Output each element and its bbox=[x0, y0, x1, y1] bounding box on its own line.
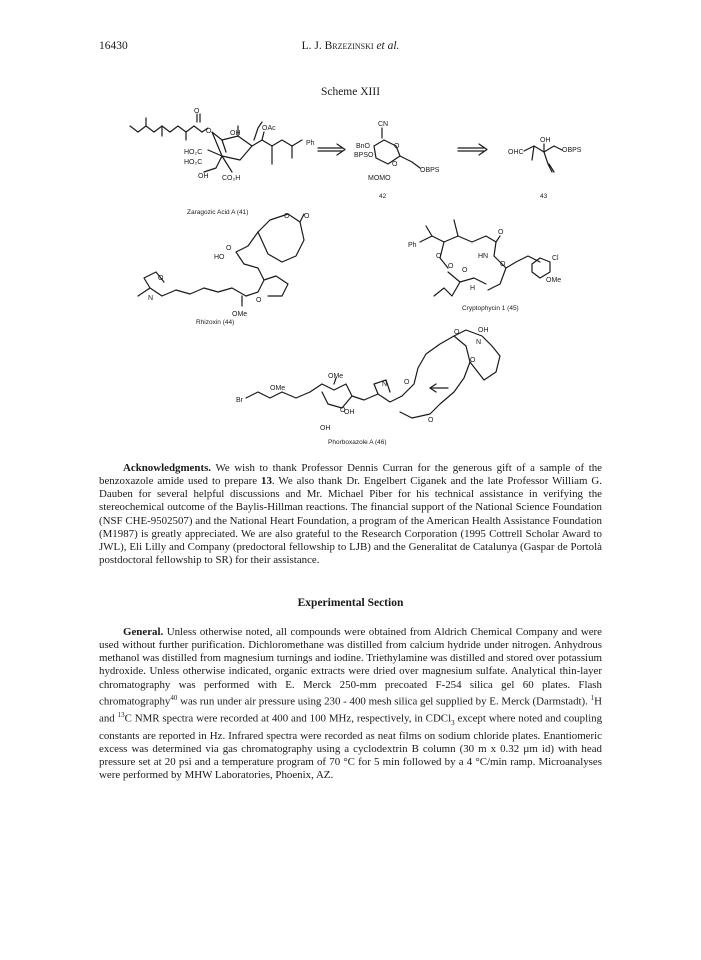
acknowledgments-text-1: We wish to thank Professor Dennis Curran for the generous gift of a sample of the benzoxazole amide used to prepare bbox=[99, 462, 602, 488]
atom-ho: HO bbox=[214, 254, 225, 261]
atom-n: N bbox=[476, 339, 482, 346]
atom-o: O bbox=[340, 407, 346, 414]
reaction-arrow bbox=[318, 144, 345, 155]
acknowledgments-text-2: . We also thank Dr. Engelbert Ciganek and the late Professor William G. Dauben for several helpful discussions and Mr. Michael Piber for his technical assistance in verifying the stereochemical outcome of the Baylis-Hillman reactions. The financial support of the National Science Foundation (NSF CHE-9502507) and the National Heart Foundation, a program of the American Health Assistance Foundation (M1987) is greatly appreciated. We are also grateful to the Research Corporation (1995 Cottrell Scholar Award to JWL), Eli Lilly and Company (predoctoral fellowship to LJB) and the Generalitat de Catalunya (Gaspar de Portolà postdoctoral fellowship to SR) for their assistance. bbox=[99, 475, 602, 567]
running-title-suffix: et al. bbox=[376, 40, 400, 52]
label-phorboxazole: Phorboxazole A (46) bbox=[328, 439, 387, 445]
atom-oh: OH bbox=[198, 173, 209, 180]
atom-o: O bbox=[158, 275, 164, 282]
atom-oh: OH bbox=[478, 327, 489, 334]
atom-oh: OH bbox=[320, 425, 331, 432]
atom-n: N bbox=[382, 381, 388, 388]
structure-zaragozic-acid bbox=[130, 108, 315, 216]
structure-phorboxazole bbox=[236, 327, 500, 445]
atom-br: Br bbox=[236, 397, 243, 404]
label-43: 43 bbox=[540, 193, 548, 200]
experimental-text-1: Unless otherwise noted, all compounds were obtained from Aldrich Chemical Company and were used without further purification. Dichloromethane was distilled from calcium hydride under nitrogen. Anhydrous methanol was distilled from magnesium turnings and iodine. Triethylamine was distilled and stored over potassium hydroxide. Unless otherwise indicated, organic extracts were dried over magnesium sulfate. Analytical thin-layer chromatography was performed with E. Merck 250-mm precoated F-254 silica gel 60 plates. Flash chromatography bbox=[99, 626, 602, 708]
atom-oh: OH bbox=[230, 130, 241, 137]
label-cryptophycin: Cryptophycin 1 (45) bbox=[462, 305, 519, 312]
atom-oh: OH bbox=[344, 409, 355, 416]
atom-ome: OMe bbox=[270, 385, 286, 392]
cdcl3-subscript: 3 bbox=[451, 718, 455, 727]
atom-o: O bbox=[498, 229, 504, 236]
atom-bpso: BPSO bbox=[354, 152, 374, 159]
atom-o: O bbox=[392, 161, 398, 168]
atom-momo: MOMO bbox=[368, 175, 391, 182]
atom-ohc: OHC bbox=[508, 149, 524, 156]
reaction-arrow bbox=[458, 144, 487, 155]
reference-superscript: 40 bbox=[170, 693, 178, 702]
atom-ph: Ph bbox=[408, 242, 417, 249]
structure-cryptophycin bbox=[408, 220, 561, 312]
label-rhizoxin: Rhizoxin (44) bbox=[196, 319, 235, 326]
atom-o: O bbox=[436, 253, 442, 260]
atom-o: O bbox=[284, 213, 290, 220]
atom-ph: Ph bbox=[306, 140, 315, 147]
experimental-text-5: except where noted and coupling constants are reported in Hz. Infrared spectra were recorded as neat films on sodium chloride plates. Enantiomeric excess was determined via gas chromatography using a cyclodextrin B column (30 m x 0.32 µm id) with head pressure set at 20 psi and a temperature program of 70 °C for 5 min followed by a 4 °C/min ramp. Microanalyses were performed by MHW Laboratories, Phoenix, AZ. bbox=[99, 712, 603, 781]
atom-ho2c: HO₂C bbox=[184, 149, 203, 156]
running-title bbox=[0, 40, 701, 52]
page-number: 16430 bbox=[99, 40, 128, 52]
structure-compound-42 bbox=[354, 121, 440, 200]
atom-o: O bbox=[206, 128, 212, 135]
atom-n: N bbox=[148, 295, 154, 302]
acknowledgments-paragraph bbox=[99, 462, 602, 567]
atom-o: O bbox=[462, 267, 468, 274]
atom-oh: OH bbox=[540, 137, 551, 144]
acknowledgments-heading: Acknowledgments. bbox=[123, 462, 212, 474]
atom-o: O bbox=[448, 263, 454, 270]
experimental-text-3: H and bbox=[99, 695, 602, 725]
nucleus-superscript-13c: 13 bbox=[117, 710, 125, 719]
atom-o: O bbox=[304, 213, 310, 220]
atom-o: O bbox=[194, 108, 200, 115]
atom-bno: BnO bbox=[356, 143, 371, 150]
scheme-title: Scheme XIII bbox=[320, 86, 381, 98]
label-42: 42 bbox=[379, 193, 387, 200]
atom-o: O bbox=[470, 357, 476, 364]
experimental-paragraph bbox=[99, 626, 602, 782]
atom-ome: OMe bbox=[328, 373, 344, 380]
atom-obps: OBPS bbox=[562, 147, 582, 154]
general-heading: General. bbox=[123, 626, 164, 638]
atom-co2h: CO₂H bbox=[222, 175, 241, 182]
atom-ome: OMe bbox=[232, 311, 248, 318]
atom-ome: OMe bbox=[546, 277, 562, 284]
atom-h: H bbox=[470, 285, 476, 292]
nucleus-superscript-1h: 1 bbox=[590, 693, 595, 702]
running-title-author: L. J. Brzezinski bbox=[301, 40, 374, 52]
atom-cl: Cl bbox=[552, 255, 559, 262]
structure-compound-43 bbox=[508, 137, 582, 200]
atom-o: O bbox=[256, 297, 262, 304]
label-zaragozic: Zaragozic Acid A (41) bbox=[187, 209, 249, 216]
atom-o: O bbox=[404, 379, 410, 386]
atom-o: O bbox=[226, 245, 232, 252]
atom-o: O bbox=[394, 143, 400, 150]
atom-cn: CN bbox=[378, 121, 389, 128]
experimental-text-2: was run under air pressure using 230 - 400 mesh silica gel supplied by E. Merck (Darmstadt). bbox=[177, 695, 591, 708]
experimental-text-4: C NMR spectra were recorded at 400 and 100 MHz, respectively, in CDCl bbox=[124, 712, 452, 725]
compound-ref: 13 bbox=[261, 475, 272, 488]
experimental-section-title: Experimental Section bbox=[297, 597, 404, 609]
atom-ho2c: HO₂C bbox=[184, 159, 203, 166]
atom-o: O bbox=[500, 261, 506, 268]
atom-hn: HN bbox=[478, 253, 489, 260]
atom-o: O bbox=[428, 417, 434, 424]
atom-oac: OAc bbox=[262, 125, 276, 132]
scheme-figure bbox=[0, 100, 701, 445]
structure-rhizoxin bbox=[138, 213, 310, 326]
atom-obps: OBPS bbox=[420, 167, 440, 174]
atom-o: O bbox=[454, 329, 460, 336]
